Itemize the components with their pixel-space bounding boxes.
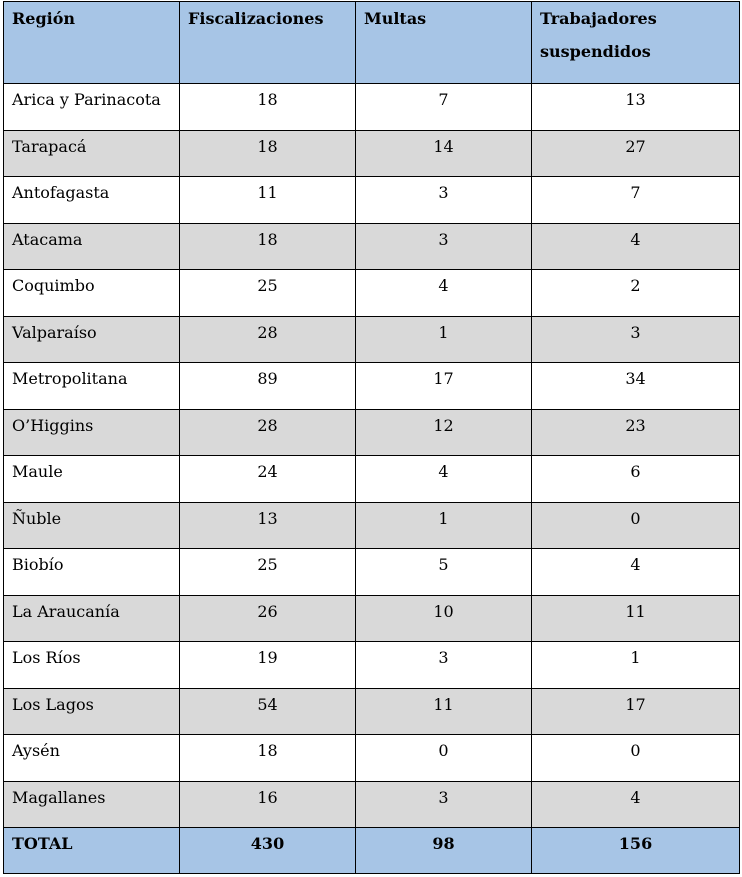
cell-fiscalizaciones: 18 bbox=[180, 130, 356, 177]
total-label: TOTAL bbox=[4, 828, 180, 874]
cell-fiscalizaciones: 25 bbox=[180, 270, 356, 317]
cell-fiscalizaciones: 16 bbox=[180, 781, 356, 828]
cell-trabajadores-suspendidos: 4 bbox=[532, 223, 740, 270]
cell-multas: 7 bbox=[356, 84, 532, 131]
cell-multas: 10 bbox=[356, 595, 532, 642]
table-row bbox=[4, 223, 740, 270]
cell-fiscalizaciones: 19 bbox=[180, 642, 356, 689]
table-row bbox=[4, 549, 740, 596]
cell-region: Antofagasta bbox=[4, 177, 180, 224]
cell-trabajadores-suspendidos: 7 bbox=[532, 177, 740, 224]
cell-multas: 1 bbox=[356, 316, 532, 363]
cell-multas: 5 bbox=[356, 549, 532, 596]
cell-multas: 12 bbox=[356, 409, 532, 456]
cell-trabajadores-suspendidos: 2 bbox=[532, 270, 740, 317]
cell-trabajadores-suspendidos: 17 bbox=[532, 688, 740, 735]
cell-multas: 3 bbox=[356, 177, 532, 224]
table-row bbox=[4, 456, 740, 503]
cell-multas: 11 bbox=[356, 688, 532, 735]
total-fiscalizaciones: 430 bbox=[180, 828, 356, 874]
total-trabajadores-suspendidos: 156 bbox=[532, 828, 740, 874]
cell-multas: 17 bbox=[356, 363, 532, 410]
cell-multas: 3 bbox=[356, 781, 532, 828]
cell-fiscalizaciones: 18 bbox=[180, 84, 356, 131]
cell-region: Ñuble bbox=[4, 502, 180, 549]
table-row bbox=[4, 130, 740, 177]
cell-fiscalizaciones: 89 bbox=[180, 363, 356, 410]
table-row bbox=[4, 502, 740, 549]
cell-multas: 14 bbox=[356, 130, 532, 177]
table-row bbox=[4, 595, 740, 642]
table-row bbox=[4, 409, 740, 456]
cell-fiscalizaciones: 28 bbox=[180, 316, 356, 363]
cell-region: Valparaíso bbox=[4, 316, 180, 363]
cell-trabajadores-suspendidos: 34 bbox=[532, 363, 740, 410]
cell-region: Los Lagos bbox=[4, 688, 180, 735]
cell-trabajadores-suspendidos: 0 bbox=[532, 735, 740, 782]
cell-region: Los Ríos bbox=[4, 642, 180, 689]
cell-fiscalizaciones: 24 bbox=[180, 456, 356, 503]
cell-multas: 3 bbox=[356, 223, 532, 270]
table-row bbox=[4, 688, 740, 735]
cell-multas: 4 bbox=[356, 456, 532, 503]
cell-trabajadores-suspendidos: 13 bbox=[532, 84, 740, 131]
cell-multas: 0 bbox=[356, 735, 532, 782]
cell-fiscalizaciones: 54 bbox=[180, 688, 356, 735]
cell-region: Magallanes bbox=[4, 781, 180, 828]
table-row bbox=[4, 642, 740, 689]
cell-trabajadores-suspendidos: 4 bbox=[532, 781, 740, 828]
cell-region: Metropolitana bbox=[4, 363, 180, 410]
cell-region: Atacama bbox=[4, 223, 180, 270]
cell-fiscalizaciones: 25 bbox=[180, 549, 356, 596]
table-row bbox=[4, 363, 740, 410]
cell-region: Maule bbox=[4, 456, 180, 503]
cell-fiscalizaciones: 18 bbox=[180, 223, 356, 270]
cell-multas: 3 bbox=[356, 642, 532, 689]
cell-fiscalizaciones: 11 bbox=[180, 177, 356, 224]
cell-fiscalizaciones: 18 bbox=[180, 735, 356, 782]
header-fiscalizaciones: Fiscalizaciones bbox=[180, 2, 356, 84]
cell-region: Arica y Parinacota bbox=[4, 84, 180, 131]
table-row bbox=[4, 84, 740, 131]
table-row bbox=[4, 316, 740, 363]
region-stats-table bbox=[3, 1, 740, 874]
cell-trabajadores-suspendidos: 6 bbox=[532, 456, 740, 503]
cell-region: La Araucanía bbox=[4, 595, 180, 642]
cell-fiscalizaciones: 26 bbox=[180, 595, 356, 642]
cell-region: Coquimbo bbox=[4, 270, 180, 317]
cell-trabajadores-suspendidos: 3 bbox=[532, 316, 740, 363]
cell-trabajadores-suspendidos: 11 bbox=[532, 595, 740, 642]
cell-fiscalizaciones: 28 bbox=[180, 409, 356, 456]
cell-trabajadores-suspendidos: 27 bbox=[532, 130, 740, 177]
cell-fiscalizaciones: 13 bbox=[180, 502, 356, 549]
header-region: Región bbox=[4, 2, 180, 84]
total-row bbox=[4, 828, 740, 874]
table-row bbox=[4, 781, 740, 828]
cell-trabajadores-suspendidos: 0 bbox=[532, 502, 740, 549]
cell-trabajadores-suspendidos: 1 bbox=[532, 642, 740, 689]
cell-trabajadores-suspendidos: 23 bbox=[532, 409, 740, 456]
table-row bbox=[4, 735, 740, 782]
total-multas: 98 bbox=[356, 828, 532, 874]
table-row bbox=[4, 177, 740, 224]
cell-trabajadores-suspendidos: 4 bbox=[532, 549, 740, 596]
cell-region: Biobío bbox=[4, 549, 180, 596]
cell-region: Tarapacá bbox=[4, 130, 180, 177]
cell-region: O’Higgins bbox=[4, 409, 180, 456]
cell-region: Aysén bbox=[4, 735, 180, 782]
header-multas: Multas bbox=[356, 2, 532, 84]
cell-multas: 1 bbox=[356, 502, 532, 549]
table-body bbox=[4, 84, 740, 828]
table-header-row bbox=[4, 2, 740, 84]
table-row bbox=[4, 270, 740, 317]
header-trabajadores-suspendidos: Trabajadores suspendidos bbox=[532, 2, 740, 84]
cell-multas: 4 bbox=[356, 270, 532, 317]
